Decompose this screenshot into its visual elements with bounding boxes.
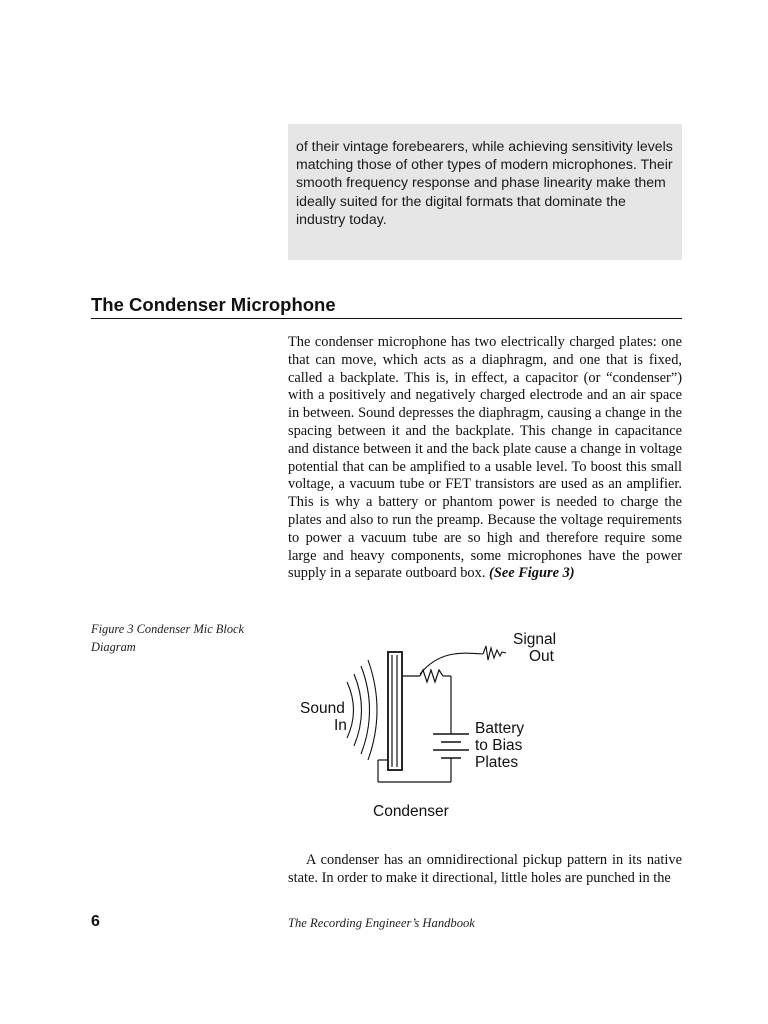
figure-caption: Figure 3 Condenser Mic Block Diagram (91, 622, 245, 654)
in-label: In (334, 717, 347, 734)
body-paragraph-continued: A condenser has an omnidirectional pickup pattern in its native state. In order to make it directional, little holes are punched in the (288, 852, 682, 886)
out-label: Out (529, 648, 554, 665)
to-bias-label: to Bias (475, 737, 523, 754)
signal-label: Signal (513, 631, 557, 648)
sound-wave-arcs (347, 660, 377, 760)
figure-reference: (See Figure 3) (489, 565, 575, 582)
section-heading (91, 294, 682, 319)
body-paragraph-text: The condenser microphone has two electrically charged plates: one that can move, which acts as a diaphragm, and one that is fixed, called a backplate. This is, in effect, a capacitor (or “condenser”) with a positively and negatively charged electrode and an air space in between. Sound depresses the diaphragm, causing a change in the spacing between it and the backplate. This change in capacitance and distance between it and the back plate cause a change in voltage potential that can be amplified to a usable level. To boost this small voltage, a vacuum tube or FET transistors are used as an amplifier. This is why a battery or phantom power is needed to charge the plates and also to run the preamp. Because the voltage requirements to power a vacuum tube are so high and therefore require some large and heavy components, some microphones have the power supply in a separate outboard box. (288, 334, 682, 582)
page-number: 6 (91, 913, 100, 930)
body-paragraph (288, 334, 682, 583)
callout-text: of their vintage forebearers, while achieving sensitivity levels matching those of other types of modern microphones. Their smooth frequency response and phase linearity make them ideally suited for the digital formats that dominate the industry today. (296, 138, 673, 227)
signal-output-lead (420, 646, 506, 674)
condenser-label: Condenser (373, 803, 449, 820)
condenser-block-diagram (288, 622, 588, 827)
condenser-plates-icon (388, 652, 402, 770)
section-title: The Condenser Microphone (91, 294, 336, 315)
callout-box (288, 124, 682, 260)
circuit-wiring (378, 670, 451, 782)
battery-label: Battery (475, 720, 525, 737)
battery-symbol-icon (433, 734, 469, 758)
plates-label: Plates (475, 754, 519, 771)
sound-label: Sound (300, 700, 345, 717)
running-footer-title: The Recording Engineer’s Handbook (288, 916, 475, 930)
